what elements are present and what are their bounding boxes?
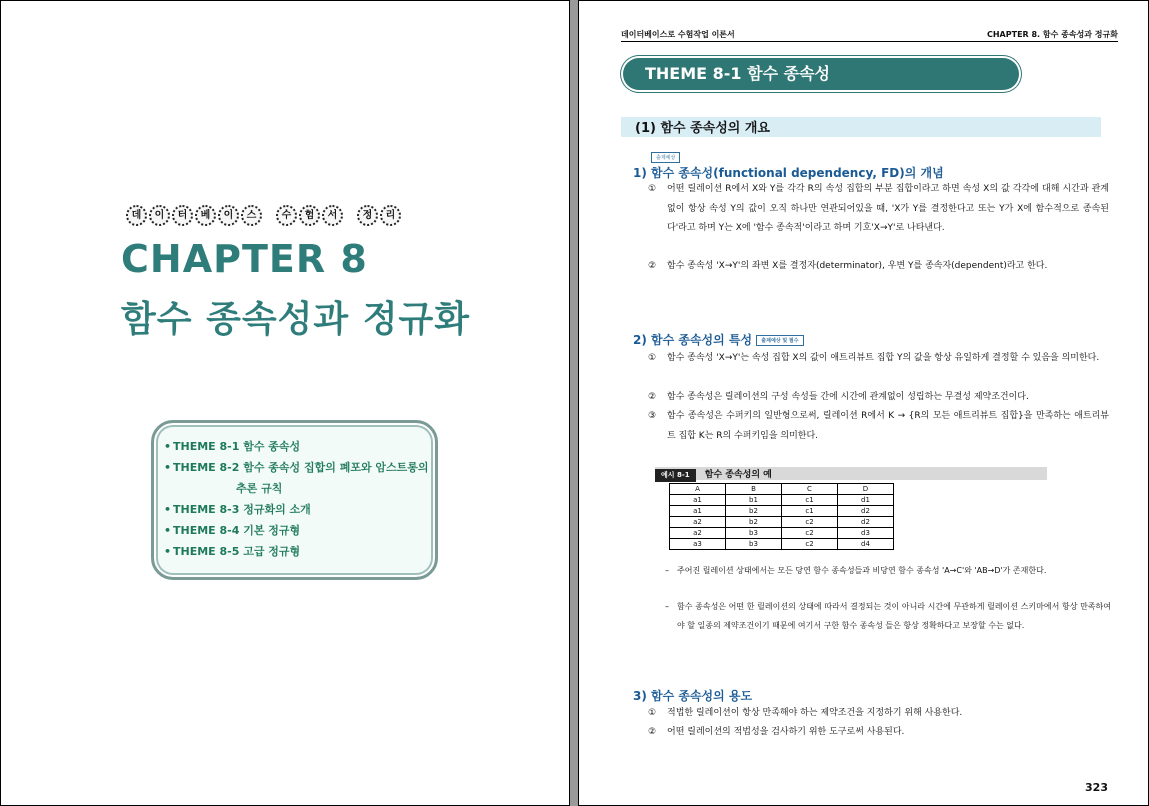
- series-char: 수: [276, 205, 297, 226]
- page-number: 323: [1085, 781, 1108, 794]
- table-cell: a1: [670, 495, 726, 506]
- table-cell: c1: [782, 495, 838, 506]
- sub2-item-1: ① 함수 종속성 'X→Y'는 속성 집합 X의 값이 애트리뷰트 집합 Y의 값을 항상 유일하게 결정할 수 있음을 의미한다.: [648, 353, 1100, 363]
- right-page: [578, 0, 1149, 806]
- running-header-left: 데이터베이스로 수험작업 이론서: [621, 30, 735, 39]
- sub2-item-2: ② 함수 종속성은 릴레이션의 구성 속성들 간에 시간에 관계없이 성립하는 무결성 제약조건이다.: [648, 392, 1029, 402]
- section-bar: [621, 117, 1101, 137]
- table-cell: d1: [838, 495, 894, 506]
- table-cell: a1: [670, 506, 726, 517]
- table-row: [670, 517, 894, 528]
- example-table: [669, 483, 894, 550]
- section-title: (1) 함수 종속성의 개요: [635, 121, 770, 136]
- series-char: 데: [126, 205, 147, 226]
- series-char: 리: [380, 205, 401, 226]
- sub1-title: 1) 함수 종속성(functional dependency, FD)의 개념: [633, 166, 944, 180]
- series-char: 험: [299, 205, 320, 226]
- example-title: 함수 종속성의 예: [704, 470, 772, 480]
- chapter-title: 함수 종속성과 정규화: [121, 299, 471, 340]
- table-cell: c2: [782, 528, 838, 539]
- series-char: 이: [218, 205, 239, 226]
- table-cell: c2: [782, 539, 838, 550]
- series-char: 서: [322, 205, 343, 226]
- table-header-cell: C: [782, 484, 838, 495]
- note-2: – 함수 종속성은 어떤 한 릴레이션의 상태에 따라서 결정되는 것이 아니라 시간에 무관하게 릴레이션 스키마에서 항상 만족하여야 할 일종의 제약조건이기 때문에 여기서 구한 함수 종속성 들은 항상 정확하다고 보장할 수는 없다.: [665, 602, 1111, 630]
- exam-tag-2: 출제예상 및 필수: [756, 335, 803, 346]
- toc-box: [151, 420, 438, 580]
- table-cell: b3: [726, 528, 782, 539]
- sub1-item-2: ② 함수 종속성 'X→Y'의 좌변 X를 결정자(determinator), 우변 Y를 종속자(dependent)라고 한다.: [648, 261, 1048, 271]
- table-cell: b2: [726, 517, 782, 528]
- theme-title: THEME 8-1 함수 종속성: [645, 64, 830, 83]
- table-row: [670, 506, 894, 517]
- theme-banner: [623, 58, 1019, 90]
- series-char: 베: [195, 205, 216, 226]
- chapter-number: CHAPTER 8: [121, 237, 368, 281]
- series-char: 스: [241, 205, 262, 226]
- series-char: 터: [172, 205, 193, 226]
- table-cell: d3: [838, 528, 894, 539]
- table-cell: b1: [726, 495, 782, 506]
- toc-list: [154, 423, 435, 562]
- series-title: [126, 205, 401, 226]
- series-char: 정: [357, 205, 378, 226]
- left-page: [0, 0, 570, 806]
- table-cell: a2: [670, 528, 726, 539]
- sub3-title: 3) 함수 종속성의 용도: [633, 689, 753, 703]
- table-cell: d2: [838, 506, 894, 517]
- table-row: [670, 528, 894, 539]
- sub3-item-2: ② 어떤 릴레이션의 적법성을 검사하기 위한 도구로써 사용된다.: [648, 727, 905, 737]
- toc-item-5[interactable]: • THEME 8-5 고급 정규형: [164, 541, 435, 562]
- sub2-title: 2) 함수 종속성의 특성 출제예상 및 필수: [633, 331, 804, 348]
- sub2-item-3: ③ 함수 종속성은 수퍼키의 일반형으로써, 릴레이션 R에서 K → {R의 모든 애트리뷰트 집합}을 만족하는 애트리뷰트 집합 K는 R의 수퍼키임을 의미한다.: [648, 411, 1109, 441]
- toc-item-4[interactable]: • THEME 8-4 기본 정규형: [164, 520, 435, 541]
- table-row: [670, 495, 894, 506]
- toc-item-3[interactable]: • THEME 8-3 정규화의 소개: [164, 499, 435, 520]
- table-cell: a3: [670, 539, 726, 550]
- table-cell: b2: [726, 506, 782, 517]
- table-cell: a2: [670, 517, 726, 528]
- table-row: [670, 539, 894, 550]
- header-rule: [621, 41, 1118, 42]
- toc-item-1[interactable]: • THEME 8-1 함수 종속성: [164, 436, 435, 457]
- exam-tag: 출제예상: [651, 152, 680, 163]
- table-header-cell: B: [726, 484, 782, 495]
- toc-item-2[interactable]: • THEME 8-2 함수 종속성 집합의 폐포와 암스트롱의 추론 규칙: [164, 457, 435, 499]
- example-tag: 예시 8-1: [655, 469, 696, 482]
- table-cell: b3: [726, 539, 782, 550]
- table-cell: d2: [838, 517, 894, 528]
- page-gutter: [570, 0, 578, 806]
- sub1-item-1: ① 어떤 릴레이션 R에서 X와 Y를 각각 R의 속성 집합의 부분 집합이라고 하면 속성 X의 값 각각에 대해 시간과 관계없이 항상 속성 Y의 값이 오직 하나만 연관되어있을 때, 'X가 Y를 결정한다고 또는 Y가 X에 함수적으로 종속된다'라고 하며 Y는 X에 '함수 종속적'이라고 하며 기호'X→Y'로 나타낸다.: [648, 184, 1109, 233]
- table-row: [670, 484, 894, 495]
- note-1: – 주어진 릴레이션 상태에서는 모든 당연 함수 종속성들과 비당연 함수 종속성 'A→C'와 'AB→D'가 존재한다.: [665, 566, 1047, 575]
- example-bar: [655, 467, 1047, 480]
- table-cell: c2: [782, 517, 838, 528]
- toc-item-2-cont: 추론 규칙: [236, 482, 283, 495]
- series-char: 이: [149, 205, 170, 226]
- table-header-cell: A: [670, 484, 726, 495]
- sub3-item-1: ① 적법한 릴레이션이 항상 만족해야 하는 제약조건을 지정하기 위해 사용한다.: [648, 708, 963, 718]
- running-header-right: CHAPTER 8. 함수 종속성과 정규화: [986, 30, 1118, 39]
- table-cell: d4: [838, 539, 894, 550]
- table-cell: c1: [782, 506, 838, 517]
- table-header-cell: D: [838, 484, 894, 495]
